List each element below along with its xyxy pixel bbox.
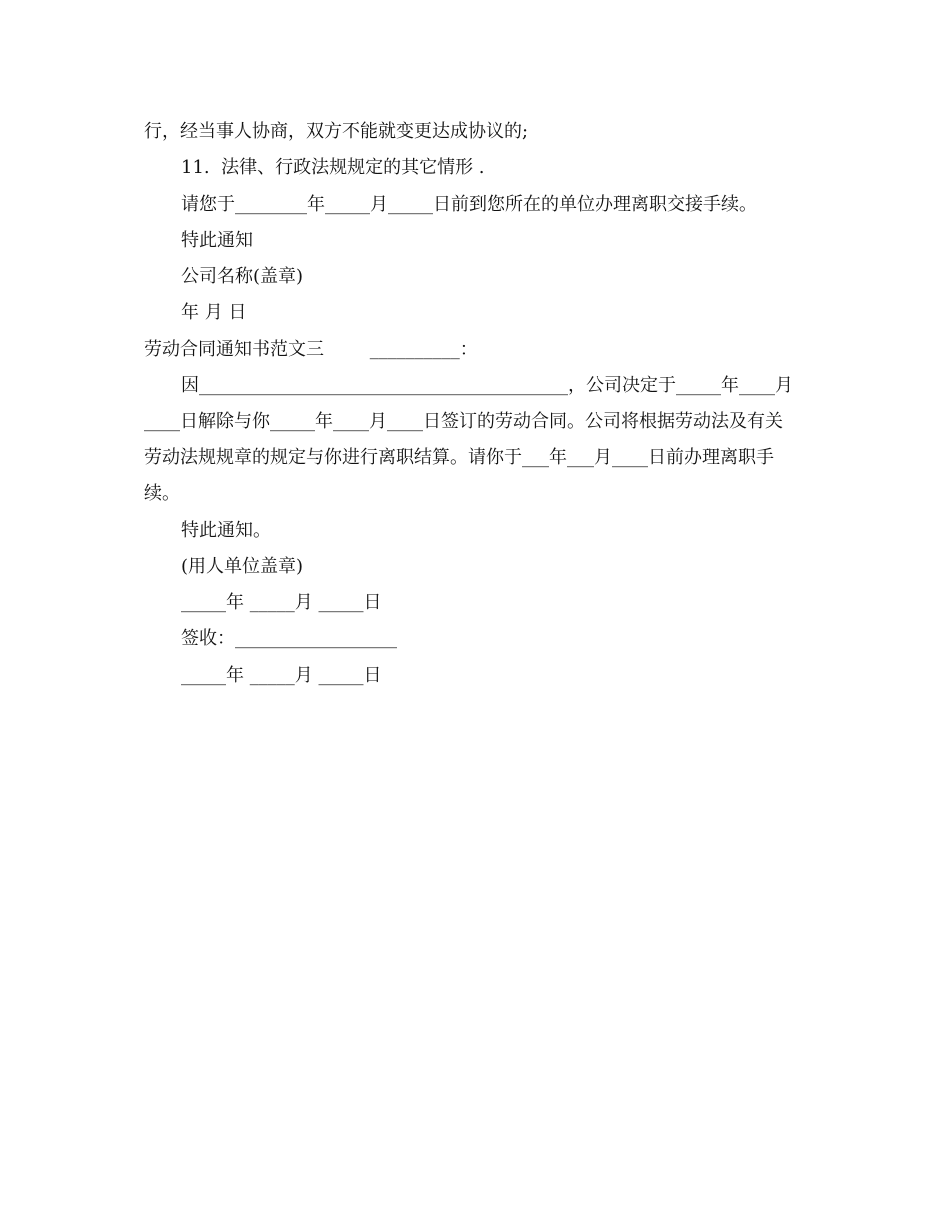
text-line-date-3: _____年 _____月 _____日 [181,665,382,686]
text-line-clause-11: 11. 法律、行政法规规定的其它情形 . [181,157,485,178]
text-line-notice: 特此通知 [181,230,253,251]
text-line-date-2: _____年 _____月 _____日 [181,592,382,613]
text-line-receipt-signature: 签收：__________________ [181,628,397,649]
text-line-body-3: 劳动法规规章的规定与你进行离职结算。请你于___年___月____日前办理离职手 [144,447,774,468]
text-line-body-4: 续。 [144,483,180,504]
text-line-body-2: ____日解除与你_____年____月____日签订的劳动合同。公司将根据劳动法及有关 [144,411,783,432]
text-line-date: 年 月 日 [181,302,247,323]
text-line-handover-request: 请您于________年_____月_____日前到您所在的单位办理离职交接手续。 [181,194,757,215]
text-line-company-seal: 公司名称(盖章) [181,266,304,287]
text-line-employer-seal: (用人单位盖章) [181,556,304,577]
section-heading-sample-three: 劳动合同通知书范文三 __________： [144,339,478,360]
text-line-notice-2: 特此通知。 [181,520,271,541]
text-line-clause-continuation: 行，经当事人协商，双方不能就变更达成协议的; [144,121,529,142]
text-line-body-1: 因_________________________________________，公司决定于_____年____月 [181,375,793,396]
